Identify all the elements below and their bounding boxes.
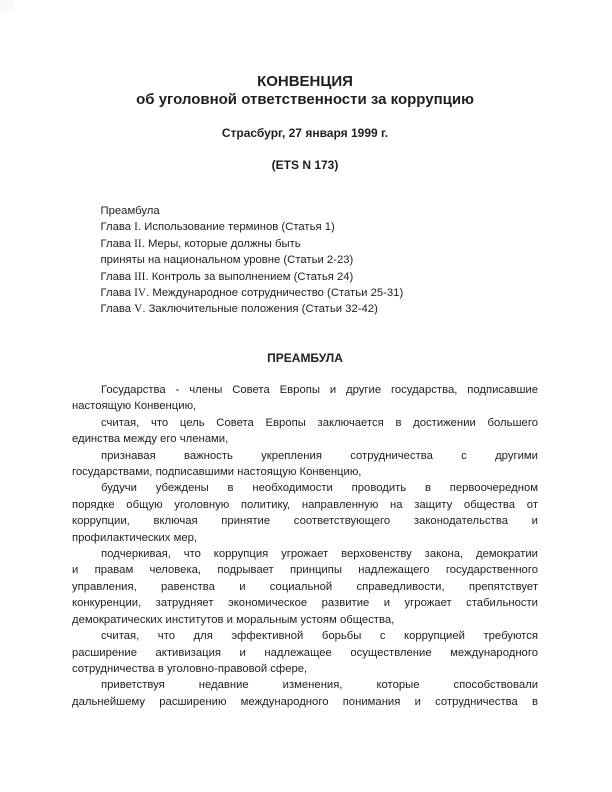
page-corner-artifact [0, 0, 14, 12]
body-text-line: и правам человека, подрывает принципы надлежащего государственного [72, 564, 538, 577]
preamble-body [72, 382, 538, 710]
text-segment: . Контроль за выполнением (Статья 24) [145, 270, 354, 283]
text-segment: Глава [100, 303, 135, 316]
treaty-number: (ETS N 173) [271, 158, 339, 172]
text-segment: Глава [100, 237, 135, 250]
roman-numeral: II [134, 237, 142, 250]
body-text-line: единства между его членами, [72, 433, 229, 446]
roman-numeral: I [134, 221, 138, 234]
body-text-line: считая, что для эффективной борьбы с коррупцией требуются [101, 630, 538, 643]
body-text-line: конкуренции, затрудняет экономическое развитие и угрожает стабильности [72, 597, 538, 610]
body-text-line: профилактических мер, [72, 531, 198, 544]
body-text-line: демократических институтов и моральным устоям общества, [72, 613, 395, 626]
body-text-line: коррупции, включая принятие соответствующего законодательства и [72, 515, 538, 528]
toc-line [101, 219, 567, 235]
toc-line [101, 252, 567, 268]
body-text-line: государствами, подписавшими настоящую Конвенцию, [72, 466, 362, 479]
body-text-line: расширение активизация и надлежащее осуществление международного [72, 646, 538, 659]
toc-line [101, 301, 567, 317]
body-text-line: дальнейшему расширению международного понимания и сотрудничества в [72, 695, 538, 708]
text-segment: . Меры, которые должны быть [141, 237, 301, 250]
toc-line [101, 285, 567, 301]
body-text-line: сотрудничества в уголовно-правовой сфере, [72, 662, 308, 675]
table-of-contents [72, 203, 567, 318]
text-segment: приняты на национальном уровне (Статьи 2-23) [100, 254, 354, 267]
document-title-line2: об уголовной ответственности за коррупцию [136, 91, 474, 108]
body-text-line: настоящую Конвенцию, [72, 400, 197, 413]
toc-line [101, 269, 567, 285]
roman-numeral: V [134, 303, 143, 316]
toc-line [101, 203, 567, 219]
body-text-line: признавая важность укрепления сотрудничества с другими [101, 449, 538, 462]
body-text-line: порядке общую уголовную политику, направленную на защиту общества от [72, 498, 538, 511]
toc-line [101, 236, 567, 252]
text-segment: Глава [100, 270, 135, 283]
text-segment: . Использование терминов (Статья 1) [137, 221, 335, 234]
preamble-heading: ПРЕАМБУЛА [267, 351, 343, 365]
roman-numeral: III [134, 270, 146, 283]
roman-numeral: IV [134, 287, 147, 300]
text-segment: Глава [100, 221, 135, 234]
text-segment: Преамбула [100, 205, 160, 217]
body-text-line: подчеркивая, что коррупция угрожает верховенству закона, демократии [101, 548, 538, 561]
body-text-line: Государства - члены Совета Европы и другие государства, подписавшие [101, 384, 538, 396]
body-text-line: управления, равенства и социальной справедливости, препятствует [72, 580, 538, 593]
body-text-line: будучи убеждены в необходимости проводить в первоочередном [101, 482, 538, 495]
document-dateline: Страсбург, 27 января 1999 г. [221, 126, 389, 140]
body-text-line: считая, что цель Совета Европы заключается в достижении большего [101, 416, 538, 429]
text-segment: . Международное сотрудничество (Статьи 25-31) [146, 287, 404, 300]
text-segment: Глава [100, 287, 135, 300]
document-title-line1: КОНВЕНЦИЯ [257, 73, 353, 90]
body-text-line: приветствуя недавние изменения, которые способствовали [101, 679, 538, 692]
document-title [72, 73, 538, 109]
text-segment: . Заключительные положения (Статьи 32-42) [142, 303, 378, 316]
